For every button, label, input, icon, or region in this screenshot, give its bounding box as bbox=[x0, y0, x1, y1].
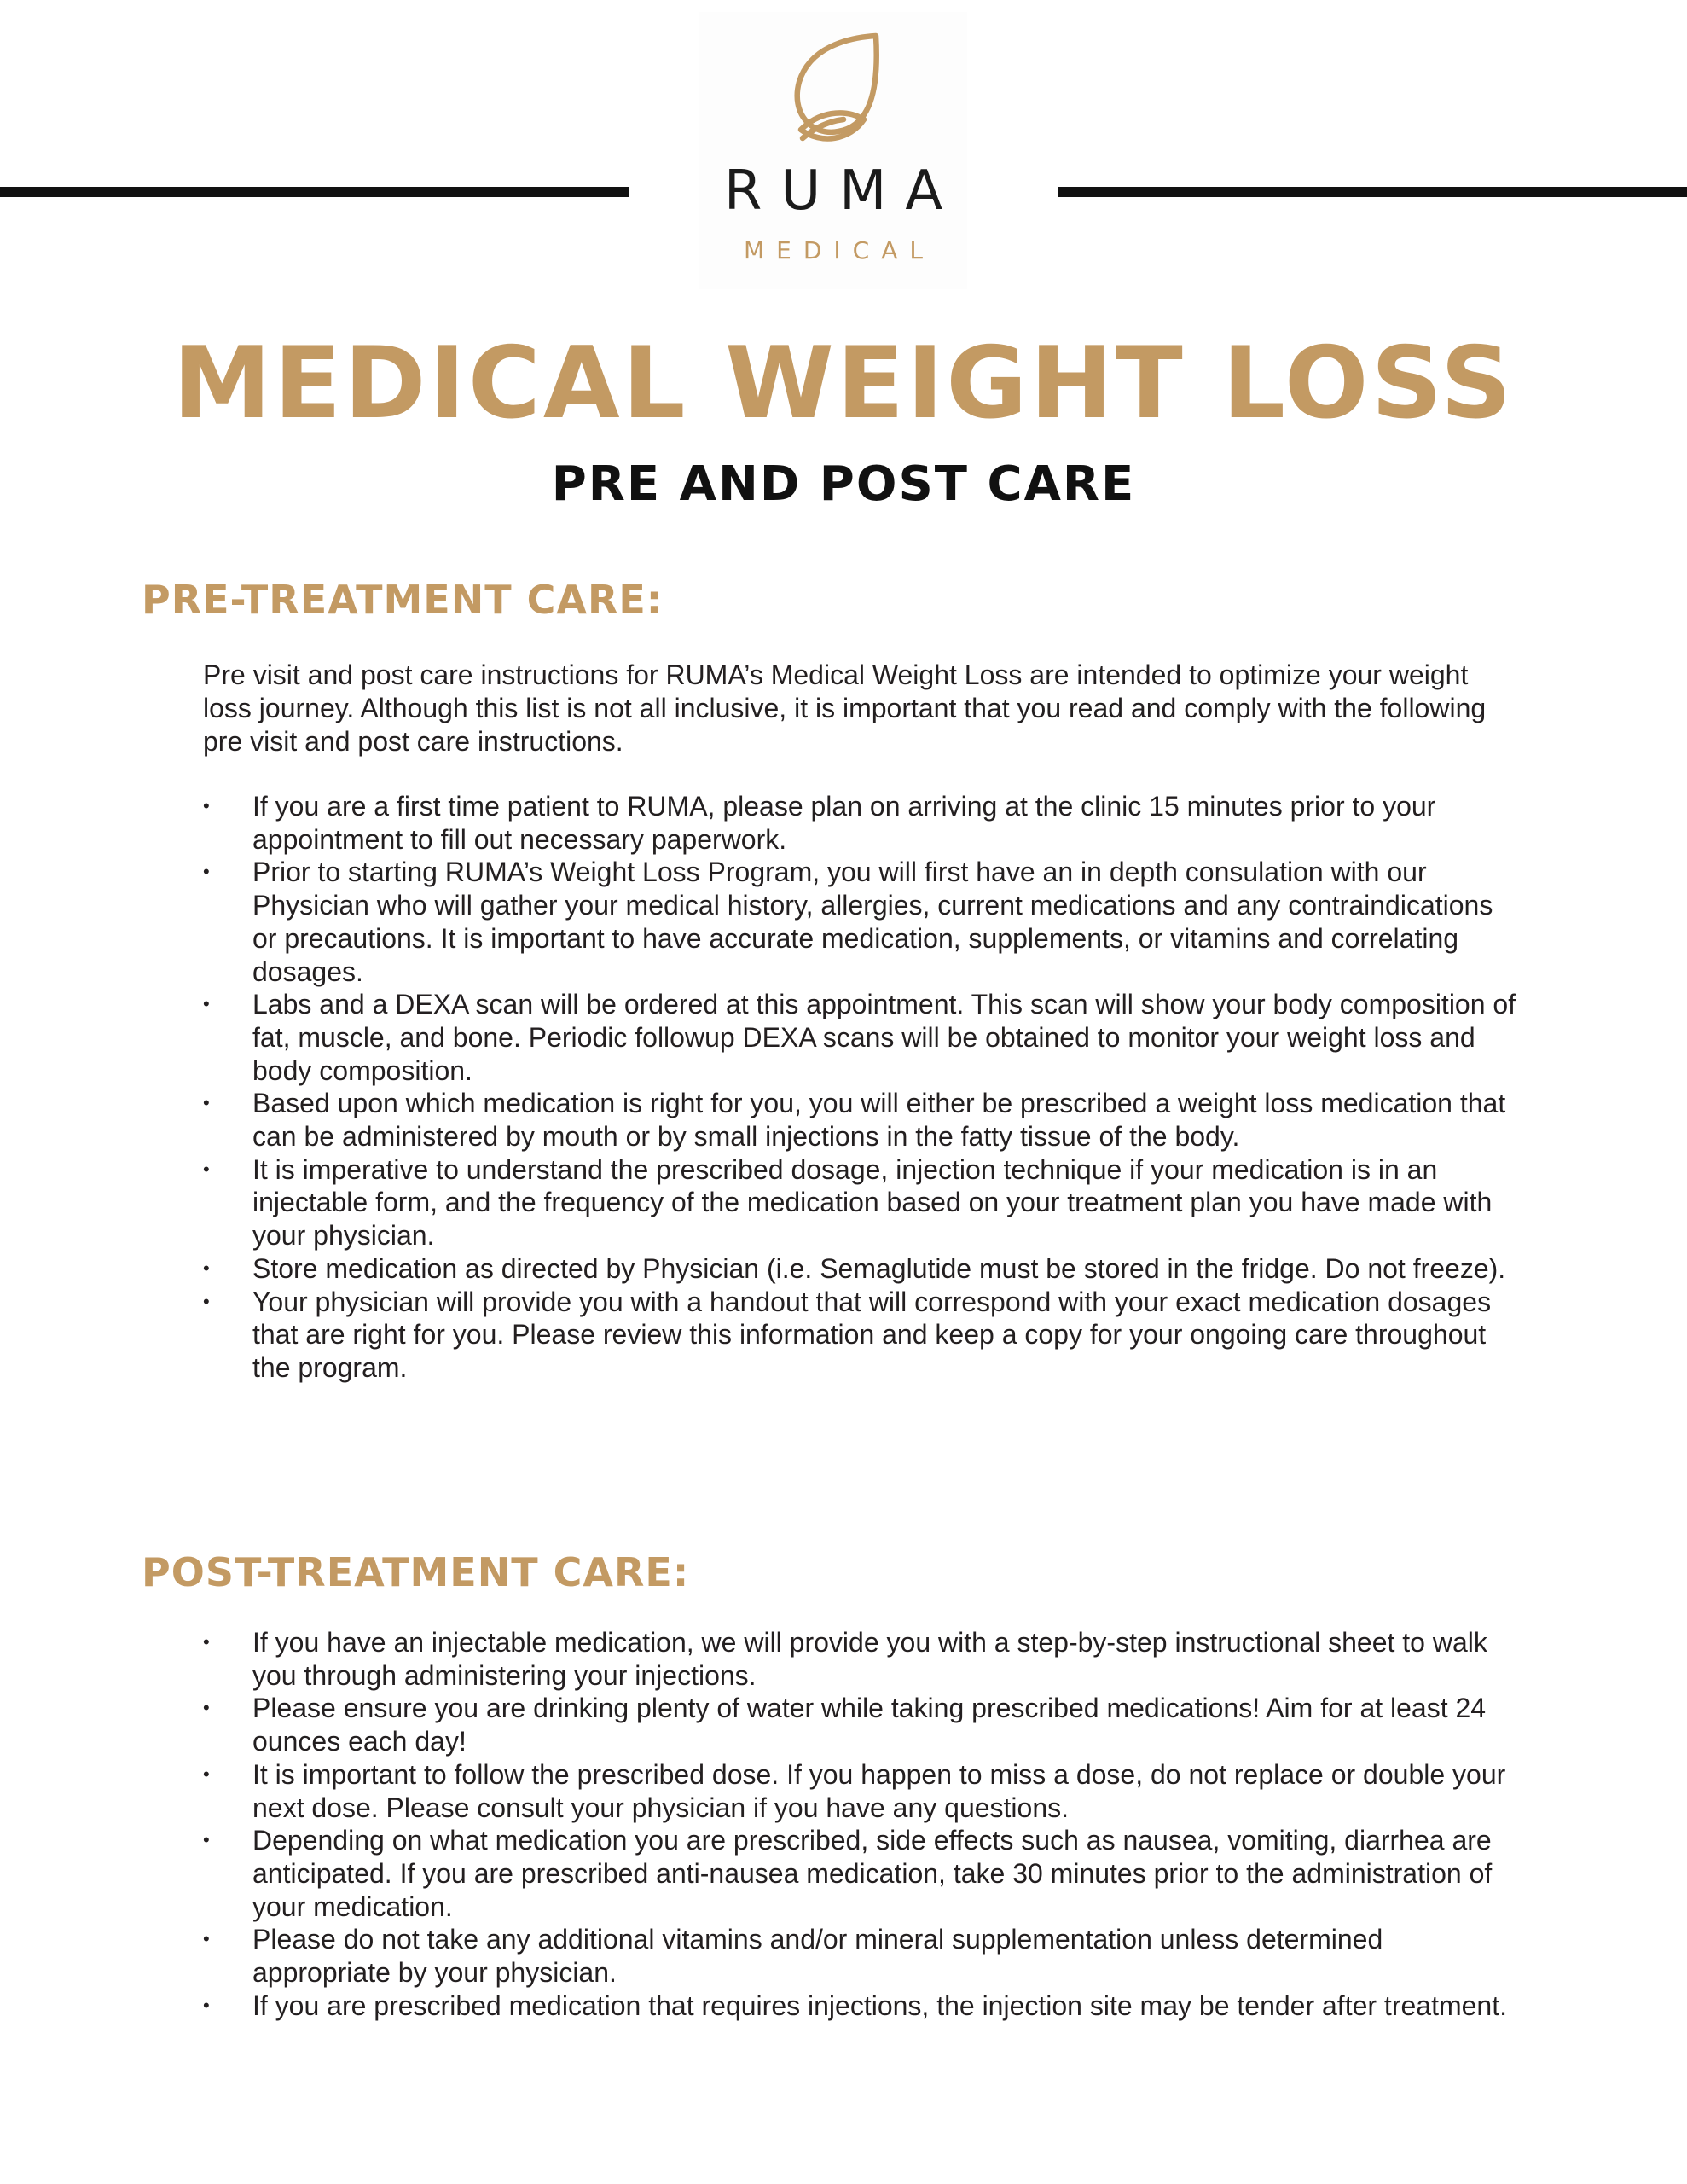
list-item bbox=[203, 1692, 1516, 1757]
list-item-text: Your physician will provide you with a handout that will correspond with your exact medication dosages that are right for you. Please review this information and keep a copy for your ongoing care throughout the program. bbox=[252, 1286, 1492, 1383]
bullet-icon: • bbox=[203, 861, 210, 883]
list-item-text: If you have an injectable medication, we will provide you with a step-by-step instructional sheet to walk you through administering your injections. bbox=[252, 1627, 1487, 1691]
post-treatment-heading: POST-TREATMENT CARE: bbox=[142, 1549, 690, 1595]
bullet-icon: • bbox=[203, 993, 210, 1015]
bullet-icon: • bbox=[203, 1697, 210, 1719]
page-title: MEDICAL WEIGHT LOSS bbox=[172, 326, 1515, 441]
list-item bbox=[203, 1153, 1516, 1252]
list-item bbox=[203, 1758, 1516, 1824]
list-item bbox=[203, 1626, 1516, 1692]
bullet-icon: • bbox=[203, 1994, 210, 2016]
bullet-icon: • bbox=[203, 1290, 210, 1312]
bullet-icon: • bbox=[203, 795, 210, 816]
list-item bbox=[203, 1087, 1516, 1153]
brand-subname: MEDICAL bbox=[744, 236, 935, 264]
bullet-icon: • bbox=[203, 1829, 210, 1851]
header-rule-left bbox=[0, 187, 629, 197]
bullet-icon: • bbox=[203, 1928, 210, 1950]
pre-treatment-intro: Pre visit and post care instructions for RUMA’s Medical Weight Loss are intended to optimize your weight loss journey. Although this list is not all inclusive, it is important that you read and comply with the following pre visit and post care instructions. bbox=[203, 659, 1487, 757]
list-item-text: If you are a first time patient to RUMA, please plan on arriving at the clinic 15 minutes prior to your appointment to fill out necessary paperwork. bbox=[252, 791, 1436, 855]
bullet-icon: • bbox=[203, 1092, 210, 1114]
list-item bbox=[203, 1252, 1516, 1286]
page-subtitle: PRE AND POST CARE bbox=[551, 456, 1136, 512]
list-item-text: Depending on what medication you are prescribed, side effects such as nausea, vomiting, diarrhea are anticipated. If you are prescribed anti-nausea medication, take 30 minutes prior to the administration of your medication. bbox=[252, 1825, 1493, 1922]
list-item-text: Based upon which medication is right for you, you will either be prescribed a weight loss medication that can be administered by mouth or by small injections in the fatty tissue of the body. bbox=[252, 1088, 1506, 1153]
list-item-text: Labs and a DEXA scan will be ordered at this appointment. This scan will show your body composition of fat, muscle, and bone. Periodic followup DEXA scans will be obtained to monitor your weight loss and body composition. bbox=[252, 989, 1516, 1086]
brand-logo bbox=[699, 12, 967, 289]
list-item bbox=[203, 1824, 1516, 1923]
pre-treatment-heading: PRE-TREATMENT CARE: bbox=[142, 577, 664, 623]
list-item bbox=[203, 1989, 1516, 2023]
list-item-text: Please ensure you are drinking plenty of water while taking prescribed medications! Aim for at least 24 ounces each day! bbox=[252, 1693, 1487, 1757]
list-item bbox=[203, 1286, 1516, 1385]
list-item bbox=[203, 1923, 1516, 1989]
list-item bbox=[203, 856, 1516, 988]
pre-treatment-list bbox=[203, 790, 1516, 1385]
bullet-icon: • bbox=[203, 1158, 210, 1180]
brand-name: RUMA bbox=[723, 160, 962, 223]
list-item-text: It is important to follow the prescribed dose. If you happen to miss a dose, do not replace or double your next dose. Please consult your physician if you have any questions. bbox=[252, 1758, 1506, 1823]
list-item-text: Prior to starting RUMA’s Weight Loss Program, you will first have an in depth consulation with our Physician who will gather your medical history, allergies, current medications and any contraindications or precautions. It is important to have accurate medication, supplements, or vitamins and correlating dosages. bbox=[252, 857, 1493, 987]
list-item-text: Store medication as directed by Physician (i.e. Semaglutide must be stored in the fridge. Do not freeze). bbox=[252, 1252, 1506, 1284]
list-item bbox=[203, 988, 1516, 1087]
bullet-icon: • bbox=[203, 1763, 210, 1785]
header-rule-right bbox=[1058, 187, 1687, 197]
list-item-text: If you are prescribed medication that requires injections, the injection site may be tender after treatment. bbox=[252, 1989, 1507, 2021]
bullet-icon: • bbox=[203, 1257, 210, 1279]
bullet-icon: • bbox=[203, 1631, 210, 1653]
list-item-text: Please do not take any additional vitamins and/or mineral supplementation unless determined appropriate by your physician. bbox=[252, 1924, 1383, 1989]
post-treatment-list bbox=[203, 1626, 1516, 2022]
leaf-logo-icon bbox=[787, 31, 883, 160]
list-item-text: It is imperative to understand the prescribed dosage, injection technique if your medication is in an injectable form, and the frequency of the medication based on your treatment plan you have made with your physician. bbox=[252, 1153, 1493, 1252]
list-item bbox=[203, 790, 1516, 856]
